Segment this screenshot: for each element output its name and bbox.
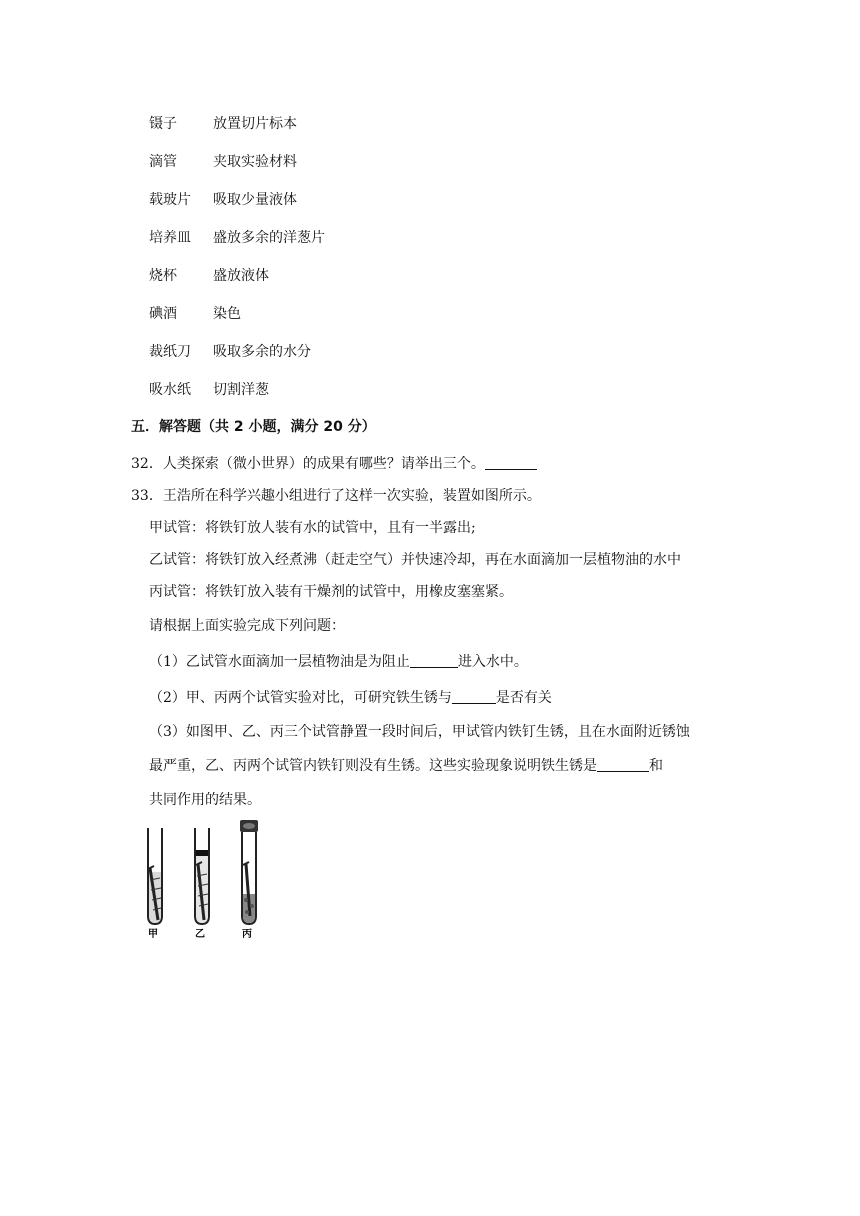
sub-question-text: 是否有关 xyxy=(495,690,552,706)
question-number: 32． xyxy=(131,456,163,472)
question-number: 33． xyxy=(131,488,163,504)
match-row xyxy=(149,228,325,248)
sub-question-1 xyxy=(149,652,528,672)
answer-blank[interactable] xyxy=(485,455,537,470)
sub-question-text: （1）乙试管水面滴加一层植物油是为阻止 xyxy=(149,654,410,670)
equipment-name: 吸水纸 xyxy=(149,382,191,398)
equipment-use: 盛放液体 xyxy=(213,268,269,284)
equipment-name: 烧杯 xyxy=(149,268,177,284)
tube-c-description: 丙试管：将铁钉放入装有干燥剂的试管中，用橡皮塞塞紧。 xyxy=(149,584,513,600)
question-text: 人类探索（微小世界）的成果有哪些？请举出三个。 xyxy=(162,456,485,472)
sub-question-2 xyxy=(149,688,552,708)
question-32 xyxy=(131,454,537,474)
tube-b-label: 乙 xyxy=(195,929,205,940)
question-33 xyxy=(131,486,541,506)
sub-question-text: 和 xyxy=(649,758,663,774)
equipment-name: 载玻片 xyxy=(149,192,191,208)
equipment-use: 盛放多余的洋葱片 xyxy=(213,230,325,246)
tube-a-icon xyxy=(148,828,162,924)
sub-question-text: （2）甲、丙两个试管实验对比，可研究铁生锈与 xyxy=(149,690,452,706)
match-row xyxy=(149,342,311,362)
equipment-name: 碘酒 xyxy=(149,306,177,322)
tube-b-description: 乙试管：将铁钉放入经煮沸（赶走空气）并快速冷却，再在水面滴加一层植物油的水中 xyxy=(149,552,681,568)
match-row xyxy=(149,114,297,134)
tube-c-icon xyxy=(240,820,258,924)
section-heading: 五．解答题（共 2 小题，满分 20 分） xyxy=(131,419,376,435)
tube-b-icon xyxy=(195,828,209,924)
answer-blank[interactable] xyxy=(452,689,496,704)
equipment-name: 培养皿 xyxy=(149,230,191,246)
match-row xyxy=(149,304,241,324)
tube-a-description: 甲试管：将铁钉放人装有水的试管中，且有一半露出; xyxy=(149,520,476,536)
question-prompt: 请根据上面实验完成下列问题： xyxy=(149,618,345,634)
sub-question-text: 进入水中。 xyxy=(457,654,528,670)
sub-question-3-line-1: （3）如图甲、乙、丙三个试管静置一段时间后，甲试管内铁钉生锈，且在水面附近锈蚀 xyxy=(149,724,690,740)
test-tubes-figure xyxy=(140,820,270,940)
match-row xyxy=(149,152,297,172)
test-tubes-illustration xyxy=(140,820,270,940)
tube-a-label: 甲 xyxy=(148,929,158,940)
sub-question-3-line-2 xyxy=(149,756,663,776)
equipment-use: 夹取实验材料 xyxy=(213,154,297,170)
equipment-name: 滴管 xyxy=(149,154,177,170)
equipment-use: 染色 xyxy=(213,306,241,322)
equipment-use: 吸取少量液体 xyxy=(213,192,297,208)
match-row xyxy=(149,190,297,210)
match-row xyxy=(149,380,269,400)
sub-question-text: 最严重，乙、丙两个试管内铁钉则没有生锈。这些实验现象说明铁生锈是 xyxy=(149,758,597,774)
sub-question-3-line-3: 共同作用的结果。 xyxy=(149,792,261,808)
answer-blank[interactable] xyxy=(410,653,458,668)
question-text: 王浩所在科学兴趣小组进行了这样一次实验，装置如图所示。 xyxy=(162,488,541,504)
match-row xyxy=(149,266,269,286)
tube-c-label: 丙 xyxy=(242,929,252,940)
answer-blank[interactable] xyxy=(597,757,649,772)
equipment-use: 吸取多余的水分 xyxy=(213,344,311,360)
equipment-name: 裁纸刀 xyxy=(149,344,191,360)
equipment-use: 切割洋葱 xyxy=(213,382,269,398)
equipment-use: 放置切片标本 xyxy=(213,116,297,132)
equipment-name: 镊子 xyxy=(149,116,177,132)
oil-layer xyxy=(196,850,208,856)
